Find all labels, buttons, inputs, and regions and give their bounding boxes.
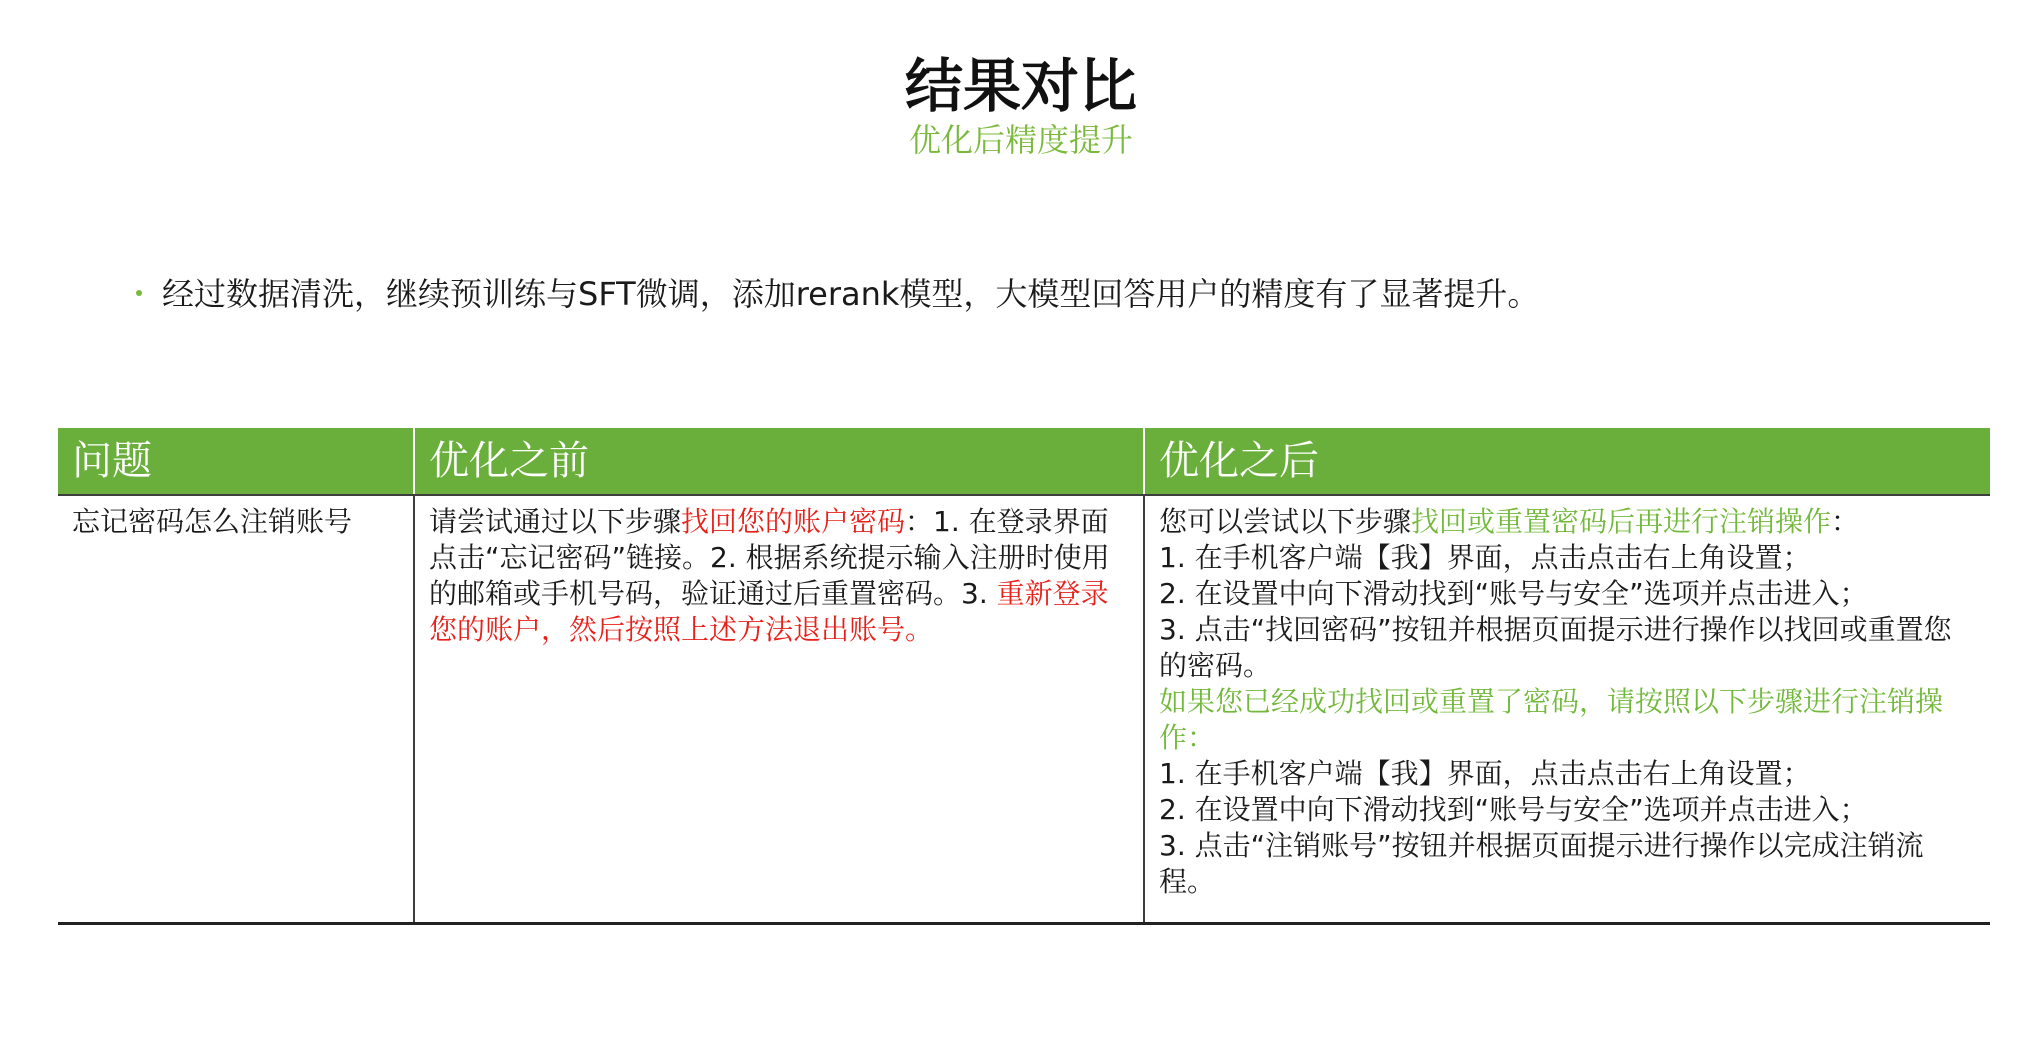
after-second-step-3: 3. 点击“注销账号”按钮并根据页面提示进行操作以完成注销流程。 [1159, 829, 1924, 898]
comparison-table [58, 428, 1990, 925]
before-body: ：1. 在登录界面点击“忘记密码”链接。2. 根据系统提示输入注册时使用的邮箱或手机号码，验证通过后重置密码。3. [429, 505, 1110, 610]
slide-title: 结果对比 [904, 52, 1137, 120]
header-after: 优化之后 [1144, 428, 1990, 495]
before-intro: 请尝试通过以下步骤 [429, 505, 682, 538]
after-step-1: 1. 在手机客户端【我】界面，点击点击右上角设置； [1159, 541, 1811, 574]
slide-subtitle: 优化后精度提升 [908, 121, 1133, 159]
after-second-step-1: 1. 在手机客户端【我】界面，点击点击右上角设置； [1159, 757, 1811, 790]
after-second-step-2: 2. 在设置中向下滑动找到“账号与安全”选项并点击进入； [1159, 793, 1868, 826]
before-highlight: 找回您的账户密码 [681, 505, 906, 538]
after-intro-end: ： [1831, 505, 1860, 538]
after-intro-line [1159, 504, 1976, 540]
cell-after [1144, 495, 1990, 924]
table-row [58, 495, 1990, 924]
bullet-text: 经过数据清洗，继续预训练与SFT微调，添加rerank模型，大模型回答用户的精度有了显著提升。 [162, 275, 1540, 313]
after-intro: 您可以尝试以下步骤 [1159, 505, 1412, 538]
after-step-3: 3. 点击“找回密码”按钮并根据页面提示进行操作以找回或重置您的密码。 [1159, 613, 1952, 682]
bullet-point [136, 270, 1986, 318]
table-header-row [58, 428, 1990, 495]
cell-question [58, 495, 414, 924]
question-text: 忘记密码怎么注销账号 [72, 505, 353, 538]
after-second-intro: 如果您已经成功找回或重置了密码，请按照以下步骤进行注销操作： [1159, 685, 1944, 754]
header-question: 问题 [58, 428, 414, 495]
after-step-2: 2. 在设置中向下滑动找到“账号与安全”选项并点击进入； [1159, 577, 1868, 610]
bullet-dot-icon [136, 290, 142, 296]
cell-before [414, 495, 1144, 924]
before-highlight-end: 重新登录您的账户，然后按照上述方法退出账号。 [429, 577, 1109, 646]
header-before: 优化之前 [414, 428, 1144, 495]
after-highlight: 找回或重置密码后再进行注销操作 [1411, 505, 1832, 538]
